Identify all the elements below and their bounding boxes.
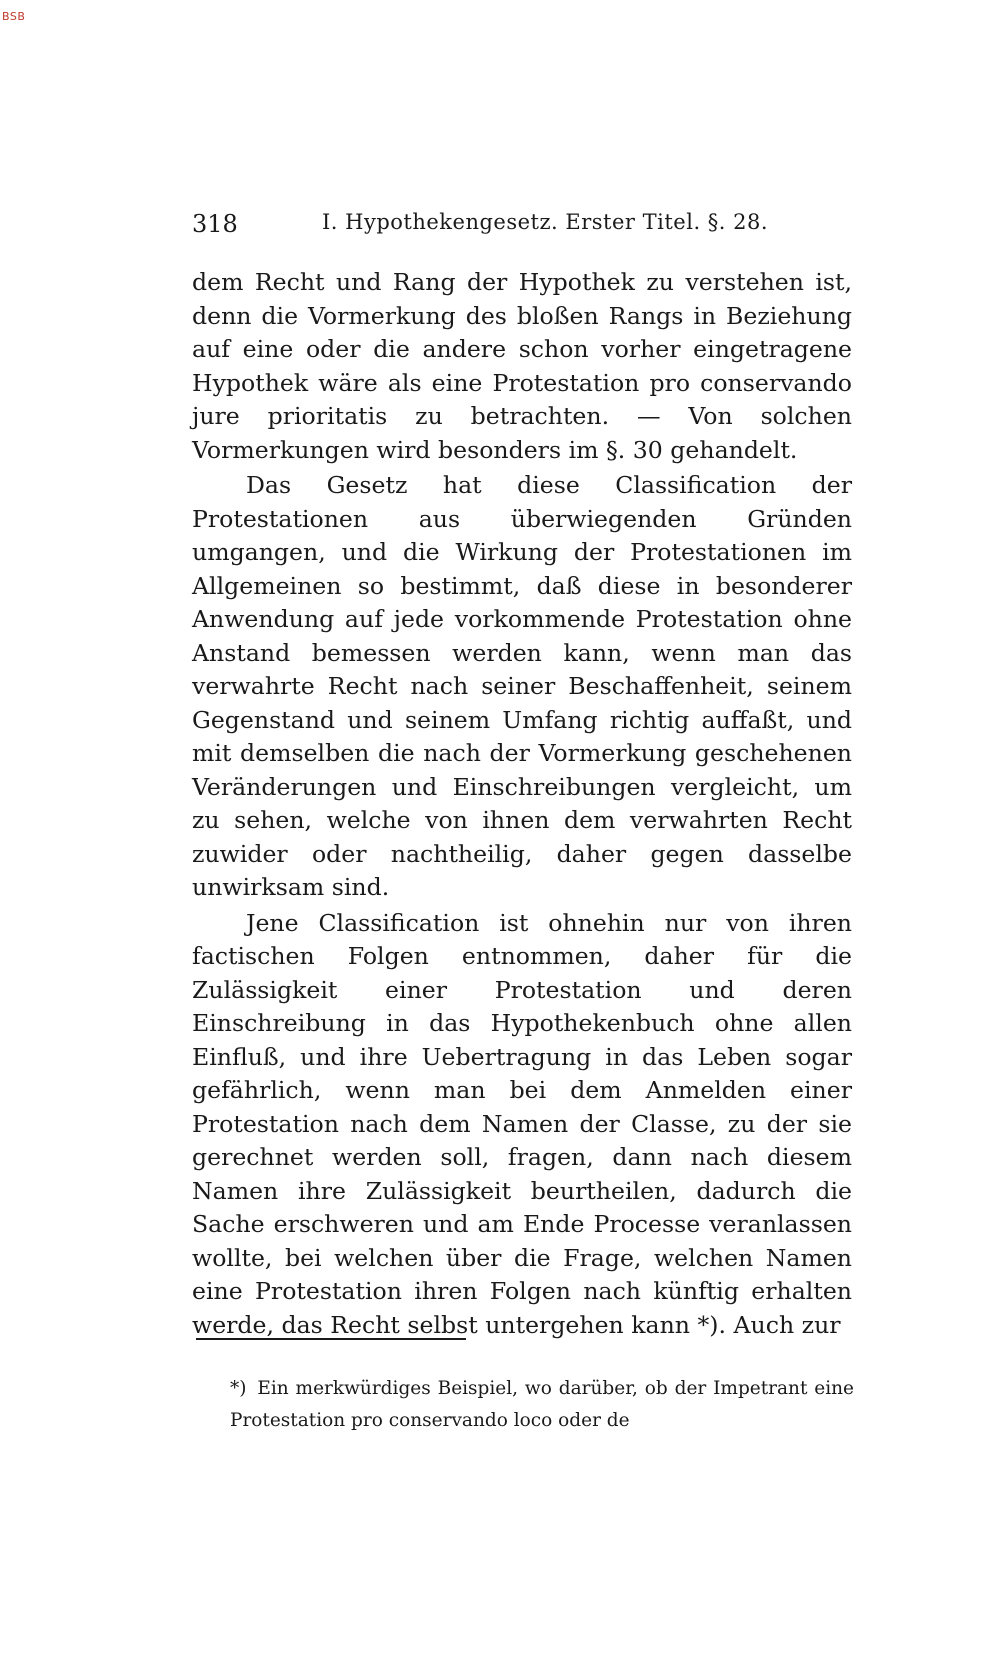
- paragraph-1: dem Recht und Rang der Hypothek zu verstehen ist, denn die Vormerkung des bloßen Rangs in Beziehung auf eine oder die andere schon vorher eingetragene Hypothek wäre als eine Protestation pro conservando jure prioritatis zu betrachten. — Von solchen Vormerkungen wird besonders im §. 30 gehandelt.: [192, 268, 852, 464]
- footnote-text: Ein merkwürdiges Beispiel, wo darüber, ob der Impetrant eine Protestation pro conservando loco oder de: [230, 1378, 854, 1431]
- body-text: [192, 266, 852, 1344]
- page-number: 318: [192, 210, 238, 238]
- paragraph-3: Jene Classification ist ohnehin nur von ihren factischen Folgen entnommen, daher für die Zulässigkeit einer Protestation und deren Einschreibung in das Hypothekenbuch ohne allen Einfluß, und ihre Uebertragung in das Leben sogar gefährlich, wenn man bei dem Anmelden einer Protestation nach dem Namen der Classe, zu der sie gerechnet werden soll, fragen, dann nach diesem Namen ihre Zulässigkeit beurtheilen, dadurch die Sache erschweren und am Ende Processe veranlassen wollte, bei welchen über die Frage, welchen Namen eine Protestation ihren Folgen nach künftig erhalten werde, das Recht selbst untergehen kann *). Auch zur: [192, 908, 852, 1339]
- running-title: I. Hypothekengesetz. Erster Titel. §. 28.: [322, 210, 769, 234]
- footnote: [230, 1373, 854, 1437]
- paragraph-2: Das Gesetz hat diese Classification der Protestationen aus überwiegenden Gründen umgangen, und die Wirkung der Protestationen im Allgemeinen so bestimmt, daß diese in besonderer Anwendung auf jede vorkommende Protestation ohne Anstand bemessen werden kann, wenn man das verwahrte Recht nach seiner Beschaffenheit, seinem Gegenstand und seinem Umfang richtig auffaßt, und mit demselben die nach der Vormerkung geschehenen Veränderungen und Einschreibungen vergleicht, um zu sehen, welche von ihnen dem verwahrten Recht zuwider oder nachtheilig, daher gegen dasselbe unwirksam sind.: [192, 471, 852, 901]
- footnote-divider: [196, 1338, 466, 1340]
- footnote-marker: *): [230, 1378, 247, 1399]
- page-header: [192, 206, 852, 240]
- library-stamp: BSB: [2, 10, 26, 23]
